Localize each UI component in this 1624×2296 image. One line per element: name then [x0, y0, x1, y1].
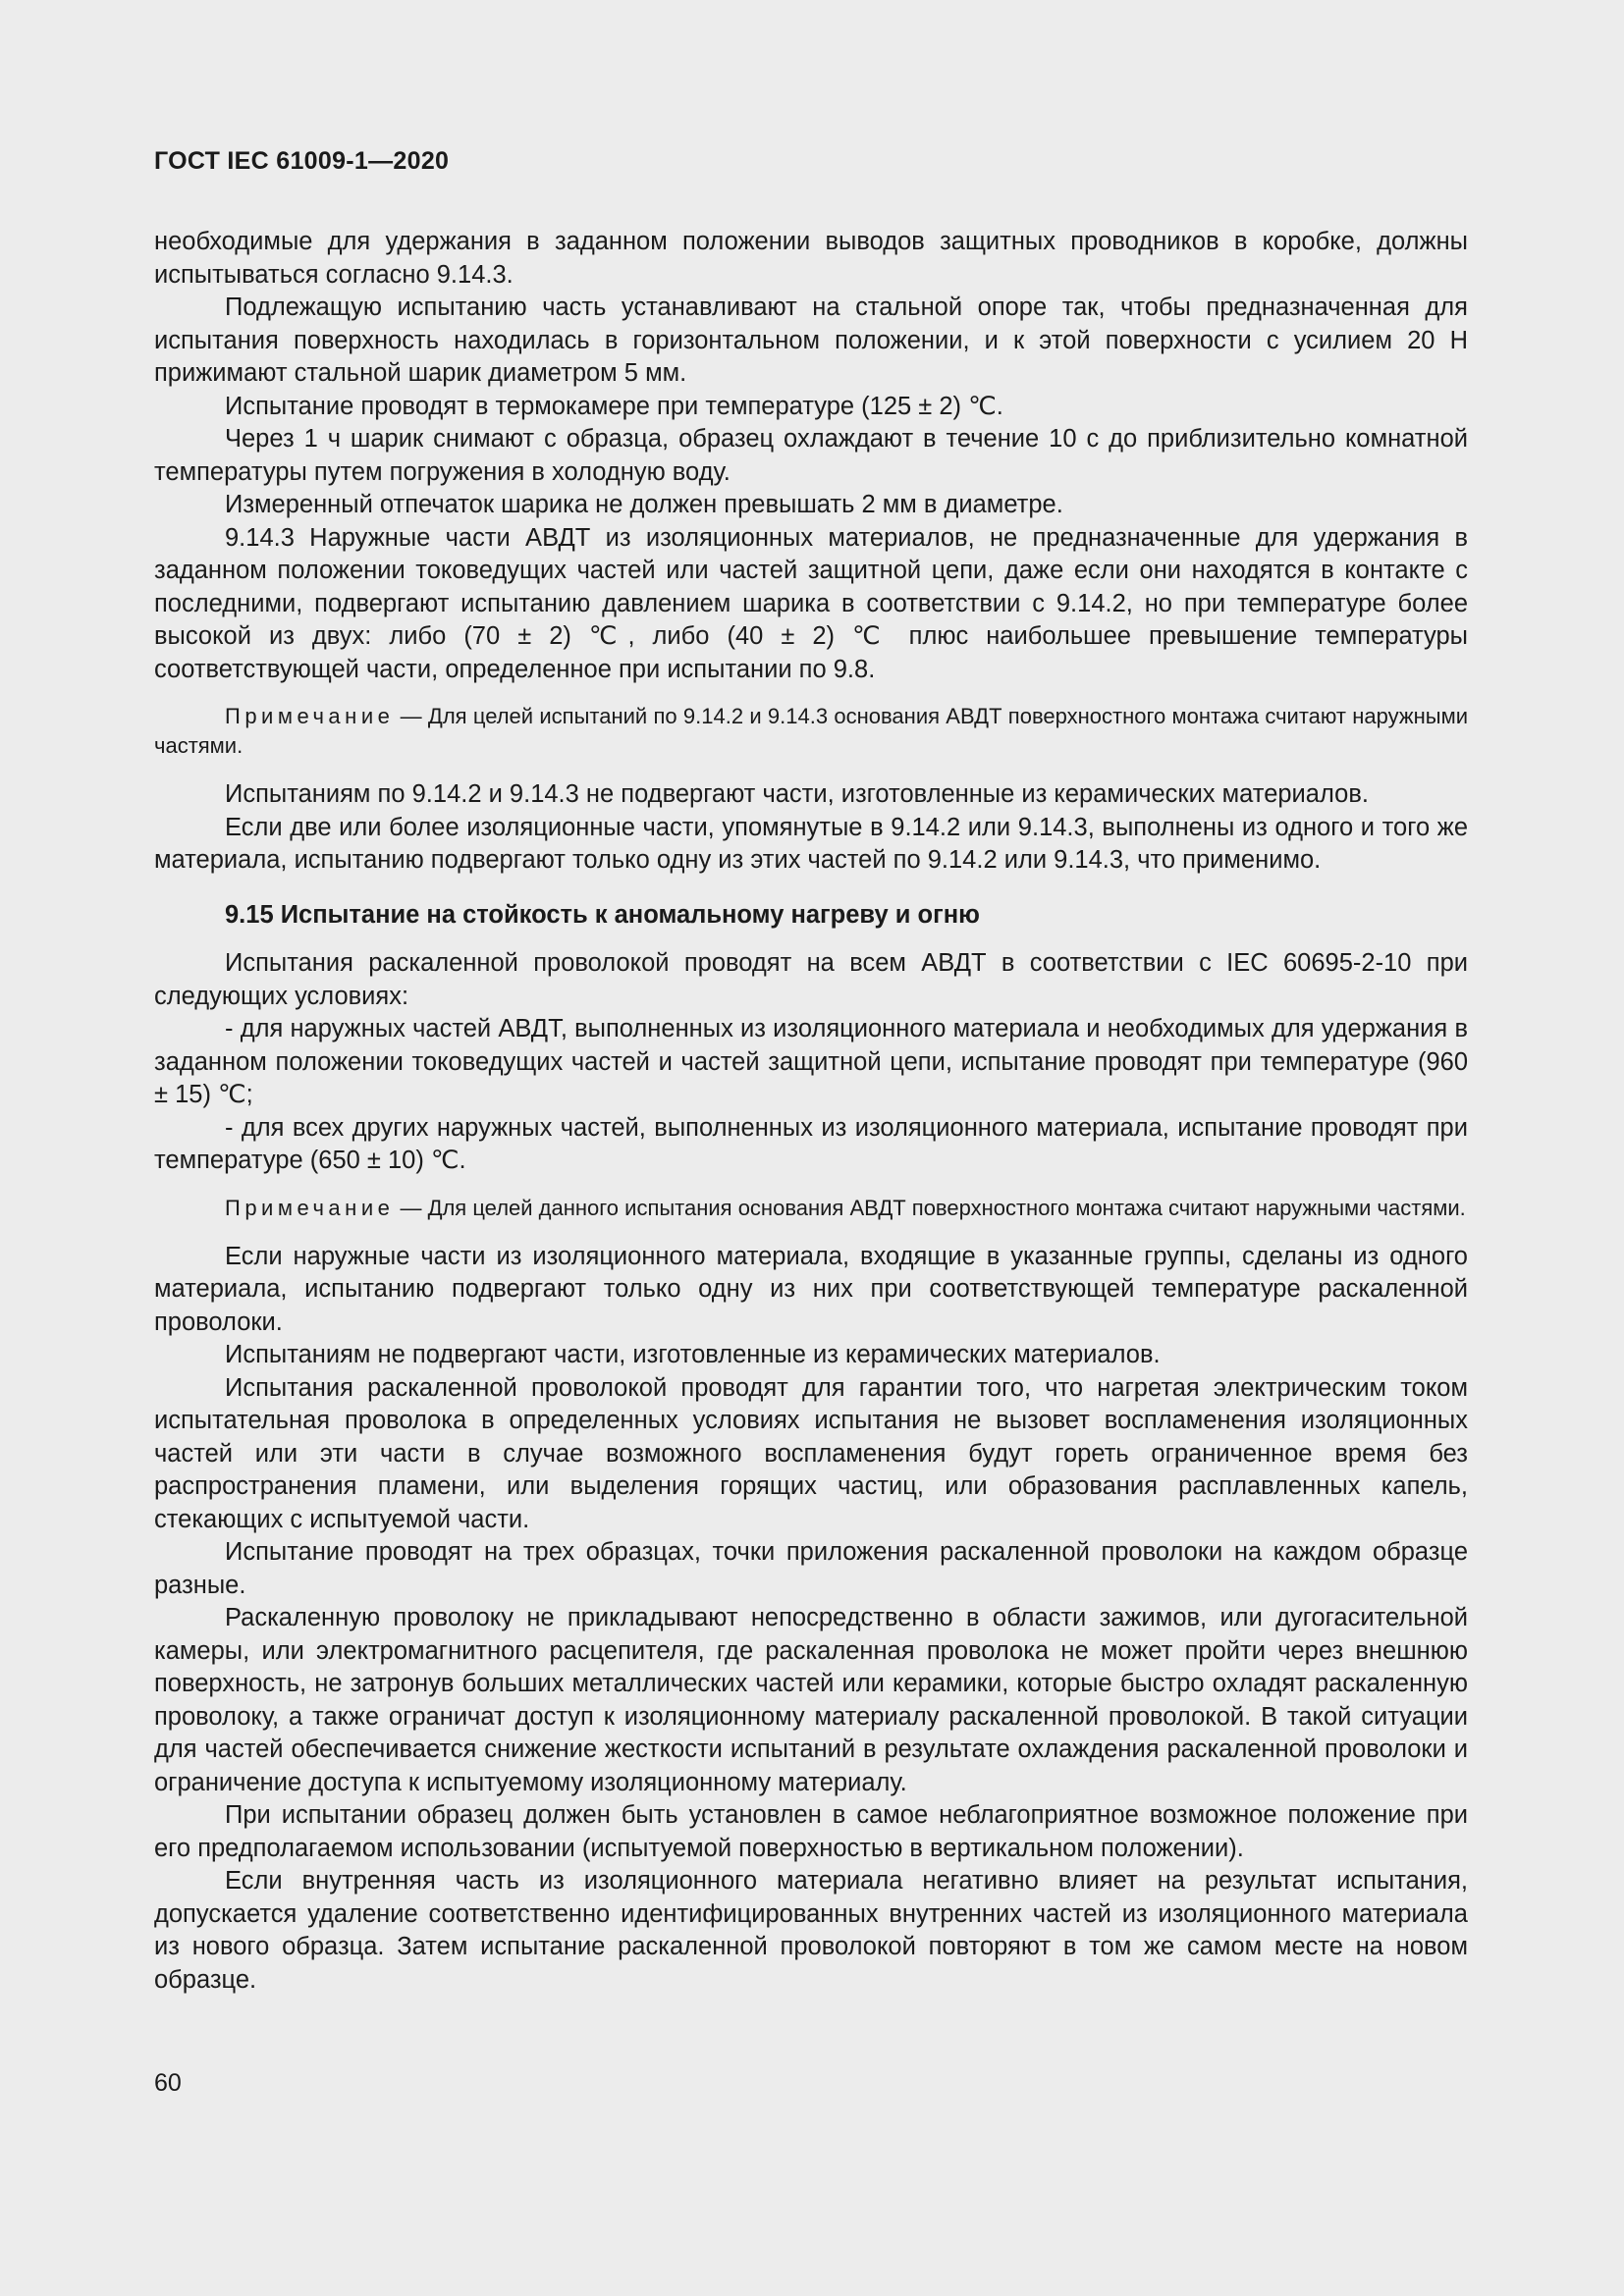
paragraph: Испытания раскаленной проволокой проводят для гарантии того, что нагретая электрическим током испытательная проволока в определенных условиях испытания не вызовет воспламенения изоляционных частей или эти части в случае возможного воспламенения будут гореть ограниченное время без распространения пламени, или выделения горящих частиц, или образования расплавленных капель, стекающих с испытуемой части.	[154, 1373, 1468, 1533]
clause-9-14-3: 9.14.3 Наружные части АВДТ из изоляционных материалов, не предназначенные для удержания в заданном положении токоведущих частей или частей защитной цепи, даже если они находятся в контакте с последними, подвергают испытанию давлением шарика в соответствии с 9.14.2, но при температуре более высокой из двух: либо (70 ± 2) ℃, либо (40 ± 2) ℃ плюс наибольшее превышение температуры соответствующей части, определенное при испытании по 9.8.	[154, 523, 1468, 683]
note-label: Примечание	[225, 1195, 395, 1220]
paragraph: Раскаленную проволоку не прикладывают непосредственно в области зажимов, или дугогасительной камеры, или электромагнитного расцепителя, где раскаленная проволока не может пройти через внешнюю поверхность, не затронув больших металлических частей или керамики, которые быстро охладят раскаленную проволоку, а также ограничат доступ к изоляционному материалу раскаленной проволокой. В такой ситуации для частей обеспечивается снижение жесткости испытаний в результате охлаждения раскаленной проволоки и ограничение доступа к испытуемому изоляционному материалу.	[154, 1604, 1468, 1796]
paragraph: Подлежащую испытанию часть устанавливают на стальной опоре так, чтобы предназначенная для испытания поверхность находилась в горизонтальном положении, и к этой поверхности с усилием 20 Н прижимают стальной шарик диаметром 5 мм.	[154, 294, 1468, 387]
paragraph: Через 1 ч шарик снимают с образца, образец охлаждают в течение 10 с до приблизительно комнатной температуры путем погружения в холодную воду.	[154, 425, 1468, 486]
paragraph: Измеренный отпечаток шарика не должен превышать 2 мм в диаметре.	[225, 491, 1063, 518]
note	[154, 1194, 1468, 1223]
note-label: Примечание	[225, 704, 395, 728]
paragraph: При испытании образец должен быть установлен в самое неблагоприятное возможное положение при его предполагаемом использовании (испытуемой поверхностью в вертикальном положении).	[154, 1801, 1468, 1862]
note-text: — Для целей данного испытания основания АВДТ поверхностного монтажа считают наружными частями.	[394, 1195, 1466, 1220]
paragraph: Если две или более изоляционные части, упомянутые в 9.14.2 или 9.14.3, выполнены из одного и того же материала, испытанию подвергают только одну из этих частей по 9.14.2 или 9.14.3, что применимо.	[154, 813, 1468, 874]
paragraph: Если наружные части из изоляционного материала, входящие в указанные группы, сделаны из одного материала, испытанию подвергают только одну из них при соответствующей температуре раскаленной проволоки.	[154, 1242, 1468, 1336]
paragraph: Если внутренняя часть из изоляционного материала негативно влияет на результат испытания, допускается удаление соответственно идентифицированных внутренних частей из изоляционного материала из нового образца. Затем испытание раскаленной проволокой повторяют в том же самом месте на новом образце.	[154, 1867, 1468, 1994]
section-heading: 9.15 Испытание на стойкость к аномальному нагреву и огню	[225, 900, 980, 929]
paragraph: Испытание проводят в термокамере при температуре (125 ± 2) ℃.	[225, 392, 1003, 420]
paragraph: Испытаниям по 9.14.2 и 9.14.3 не подвергают части, изготовленные из керамических материалов.	[225, 780, 1369, 808]
list-item: - для наружных частей АВДТ, выполненных из изоляционного материала и необходимых для удержания в заданном положении токоведущих частей и частей защитной цепи, испытание проводят при температуре (960 ± 15) ℃;	[154, 1015, 1468, 1108]
note	[154, 702, 1468, 761]
paragraph-continuation: необходимые для удержания в заданном положении выводов защитных проводников в коробке, должны испытываться согласно 9.14.3.	[154, 228, 1468, 289]
paragraph: Испытание проводят на трех образцах, точки приложения раскаленной проволоки на каждом образце разные.	[154, 1538, 1468, 1599]
list-item: - для всех других наружных частей, выполненных из изоляционного материала, испытание проводят при температуре (650 ± 10) ℃.	[154, 1113, 1468, 1174]
page-number: 60	[154, 2069, 182, 2097]
document-body	[154, 226, 1468, 1997]
note-text: — Для целей испытаний по 9.14.2 и 9.14.3 основания АВДТ поверхностного монтажа считают наружными частями.	[154, 704, 1468, 758]
paragraph: Испытания раскаленной проволокой проводят на всем АВДТ в соответствии с IEC 60695-2-10 при следующих условиях:	[154, 949, 1468, 1010]
paragraph: Испытаниям не подвергают части, изготовленные из керамических материалов.	[225, 1341, 1161, 1368]
document-header: ГОСТ IEC 61009-1—2020	[154, 147, 450, 175]
